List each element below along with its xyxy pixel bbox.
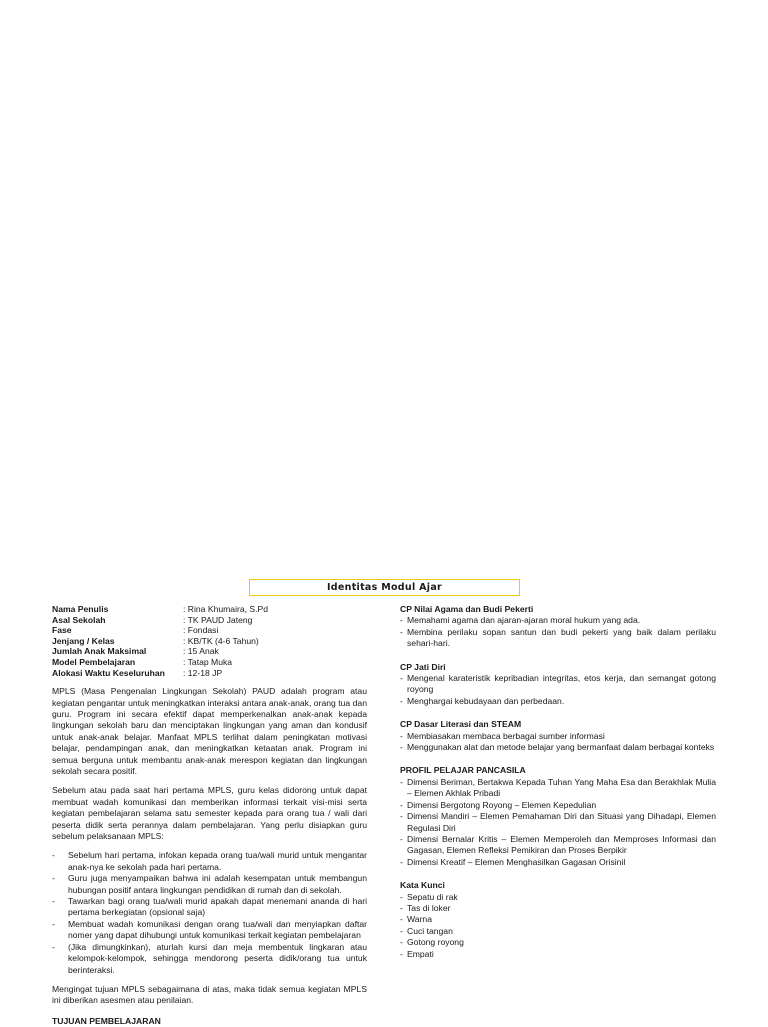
list-item: - Cuci tangan: [400, 926, 716, 937]
identity-value: : TK PAUD Jateng: [183, 614, 253, 625]
list-item: - Dimensi Kreatif – Elemen Menghasilkan Gagasan Orisinil: [400, 857, 716, 868]
identity-row: [52, 604, 367, 615]
list-item: - Guru juga menyampaikan bahwa ini adalah kesempatan untuk membangun hubungan positif antara lingkungan pendidikan di rumah dan di sekolah.: [52, 873, 367, 896]
tujuan-pembelajaran-heading: TUJUAN PEMBELAJARAN: [52, 1016, 161, 1026]
identity-label: Model Pembelajaran: [52, 656, 136, 667]
list-item: - Membuat wadah komunikasi dengan orang tua/wali dan menyiapkan daftar nomer yang dapat dihubungi untuk komunikasi terkait kegiatan pembelajaran: [52, 919, 367, 942]
identity-row: [52, 615, 367, 626]
identity-value: : 12-18 JP: [183, 667, 223, 678]
list-item: - Gotong royong: [400, 937, 716, 948]
section-cp-literasi-steam: [400, 719, 716, 753]
module-title: Identitas Modul Ajar: [249, 579, 520, 596]
preparation-list: [52, 850, 367, 975]
list-item: - Mengenal karateristik kepribadian integritas, etos kerja, dan semangat gotong royong: [400, 673, 716, 696]
section-heading: CP Nilai Agama dan Budi Pekerti: [400, 604, 534, 614]
section-kata-kunci: [400, 880, 716, 960]
list-item: - Dimensi Bernalar Kritis – Elemen Memperoleh dan Memproses Informasi dan Gagasan, Elemen Refleksi Pemikiran dan Proses Berpikir: [400, 834, 716, 857]
identity-label: Nama Penulis: [52, 604, 109, 614]
section-cp-nilai-agama: [400, 604, 716, 650]
identity-row: [52, 657, 367, 668]
list-item: - Tas di loker: [400, 903, 716, 914]
identity-row: [52, 625, 367, 636]
section-profil-pancasila: [400, 765, 716, 868]
list-item: - Membina perilaku sopan santun dan budi pekerti yang baik dalam perilaku sehari-hari.: [400, 627, 716, 650]
section-list: [400, 892, 716, 960]
list-item: - Dimensi Mandiri – Elemen Pemahaman Diri dan Situasi yang Dihadapi, Elemen Regulasi Diri: [400, 811, 716, 834]
right-column: [400, 604, 716, 972]
identity-value: : Rina Khumaira, S.Pd: [183, 604, 269, 614]
identity-label: Jenjang / Kelas: [52, 635, 115, 646]
list-item: - Warna: [400, 914, 716, 925]
section-list: [400, 673, 716, 707]
identity-row: [52, 636, 367, 647]
identity-value: : Tatap Muka: [183, 656, 233, 667]
list-item: - Sepatu di rak: [400, 892, 716, 903]
preparation-paragraph: Sebelum atau pada saat hari pertama MPLS, guru kelas didorong untuk dapat membuat wadah komunikasi dan memberikan informasi terkait visi-misi serta kegiatan pembelajaran selama satu semester kepada para orang tua / wali dari peserta didik serta perannya dalam pembelajaran. Yang perlu disiapkan guru sebelum pelaksanaan MPLS:: [52, 785, 367, 842]
closing-paragraph: Mengingat tujuan MPLS sebagaimana di atas, maka tidak semua kegiatan MPLS ini diberikan asesmen atau penilaian.: [52, 983, 367, 1006]
section-list: [400, 777, 716, 868]
section-list: [400, 615, 716, 649]
section-cp-jati-diri: [400, 662, 716, 708]
identity-label: Asal Sekolah: [52, 614, 106, 625]
list-item: - Menghargai kebudayaan dan perbedaan.: [400, 696, 716, 707]
identity-label: Jumlah Anak Maksimal: [52, 646, 147, 657]
section-heading: PROFIL PELAJAR PANCASILA: [400, 765, 526, 776]
identity-row: [52, 668, 367, 679]
list-item: - Memahami agama dan ajaran-ajaran moral hukum yang ada.: [400, 615, 716, 626]
section-heading: CP Jati Diri: [400, 661, 446, 672]
list-item: - (Jika dimungkinkan), aturlah kursi dan meja membentuk lingkaran atau kelompok-kelompok, sehingga mendorong peserta didik/orang tua untuk berinteraksi.: [52, 942, 367, 976]
list-item: - Menggunakan alat dan metode belajar yang bermanfaat dalam berbagai konteks: [400, 742, 716, 753]
identity-label: Fase: [52, 625, 72, 636]
identity-label: Alokasi Waktu Keseluruhan: [52, 667, 165, 678]
identity-table: [52, 604, 367, 678]
section-list: [400, 731, 716, 754]
identity-value: : KB/TK (4-6 Tahun): [183, 635, 259, 646]
list-item: - Sebelum hari pertama, infokan kepada orang tua/wali murid untuk mengantar anak-nya ke sekolah pada hari pertama.: [52, 850, 367, 873]
identity-row: [52, 646, 367, 657]
section-heading: CP Dasar Literasi dan STEAM: [400, 719, 522, 730]
intro-paragraph: MPLS (Masa Pengenalan Lingkungan Sekolah) PAUD adalah program atau kegiatan pengantar untuk meningkatkan interaksi antara anak-anak, orang tua dan guru. Program ini secara efektif dapat memperkenalkan anak-anak kepada lingkungan sekolah baru dan menciptakan lingkungan yang aman dan kondusif untuk anak-anak belajar. Manfaat MPLS terlihat dalam peningkatan motivasi belajar, pendampingan anak, dan meningkatkan ketaatan anak. Program ini semua berguna untuk membantu anak-anak merespon kegiatan dan lingkungan sekolah secara positif.: [52, 686, 367, 776]
list-item: - Empati: [400, 949, 716, 960]
list-item: - Tawarkan bagi orang tua/wali murid apakah dapat menemani ananda di hari pertama berkegiatan (opsional saja): [52, 896, 367, 919]
left-column: [52, 604, 367, 1007]
identity-value: : 15 Anak: [183, 646, 219, 657]
section-heading: Kata Kunci: [400, 880, 445, 891]
list-item: - Membiasakan membaca berbagai sumber informasi: [400, 731, 716, 742]
identity-value: : Fondasi: [183, 625, 219, 636]
list-item: - Dimensi Beriman, Bertakwa Kepada Tuhan Yang Maha Esa dan Berakhlak Mulia – Elemen Akhlak Pribadi: [400, 777, 716, 800]
list-item: - Dimensi Bergotong Royong – Elemen Kepedulian: [400, 800, 716, 811]
